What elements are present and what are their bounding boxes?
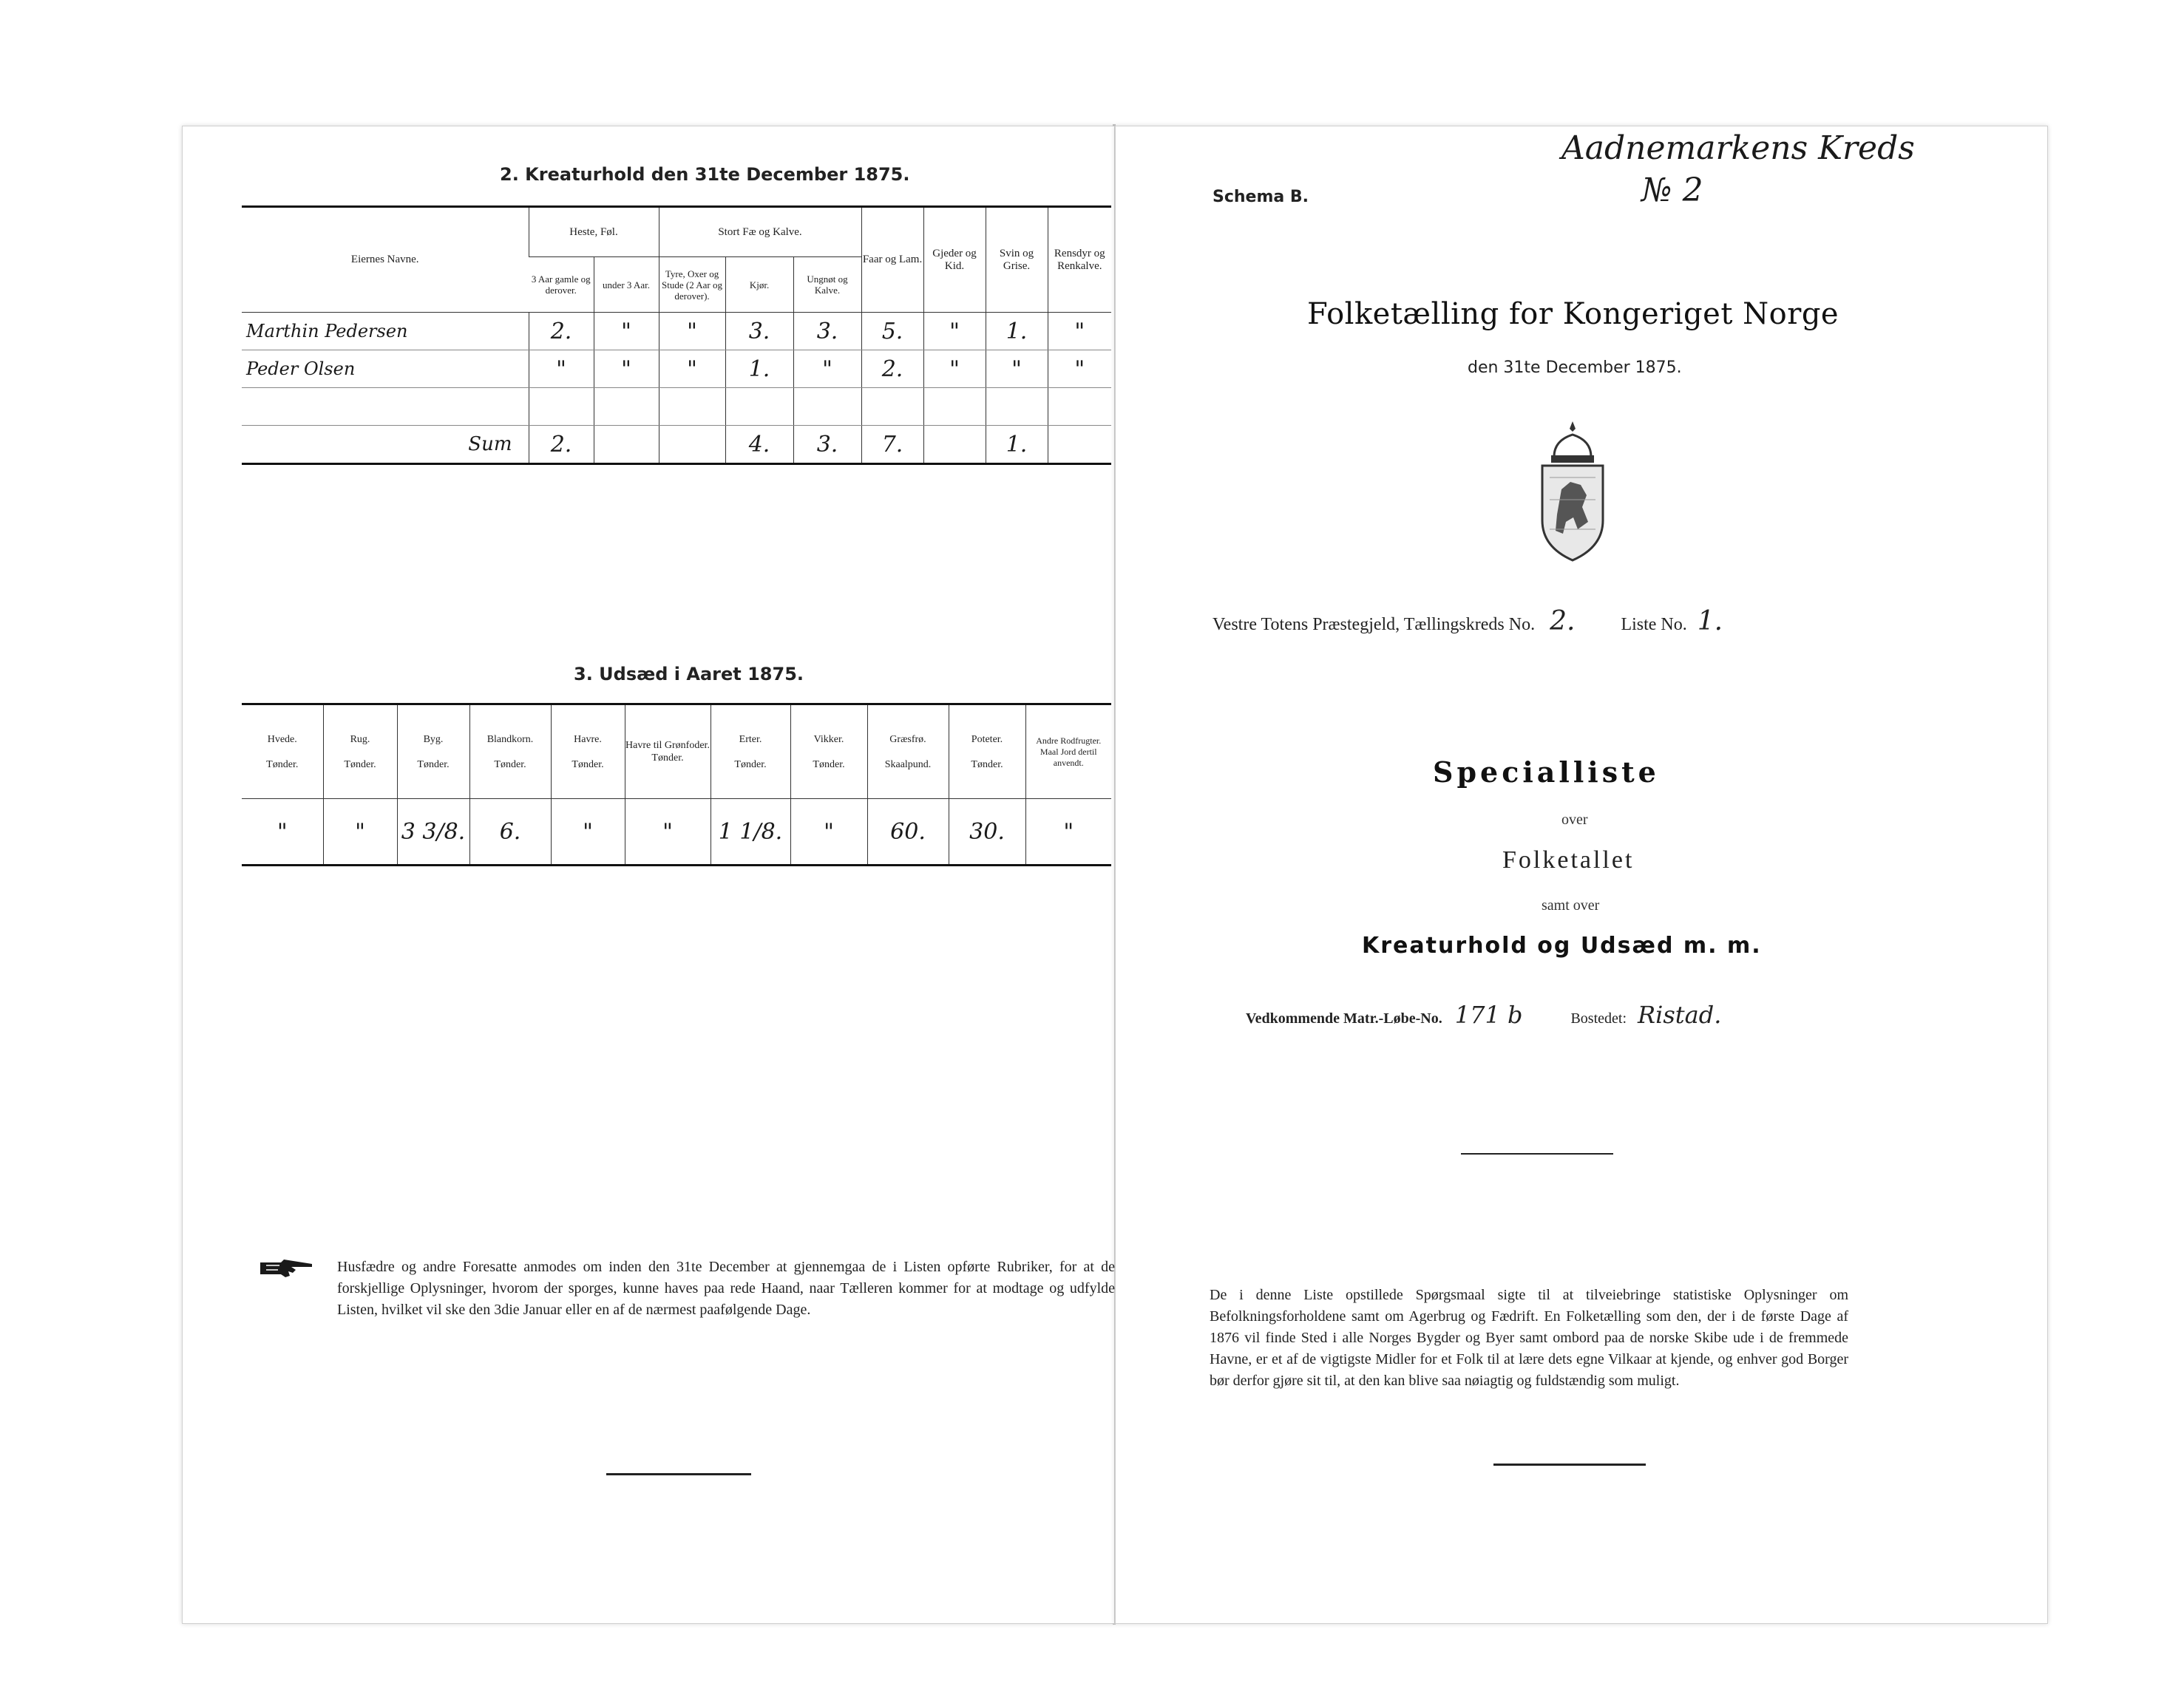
cell: "	[594, 350, 659, 388]
parish-line	[1213, 606, 1723, 636]
cell: 2.	[861, 350, 923, 388]
handwritten-district: Aadnemarkens Kreds	[1561, 129, 1915, 167]
sum-row	[242, 426, 1111, 464]
sowing-header: Blandkorn. Tønder.	[469, 704, 551, 799]
goats-header: Gjeder og Kid.	[923, 207, 986, 313]
margin-stamp	[961, 1650, 967, 1668]
sum-cell: 7.	[861, 426, 923, 464]
sowing-table	[242, 703, 1111, 866]
divider	[606, 1473, 751, 1475]
cell: 1 1/8.	[711, 799, 790, 866]
cell	[659, 388, 725, 426]
schema-label: Schema B.	[1213, 188, 1309, 206]
cell: 6.	[469, 799, 551, 866]
folketallet-heading: Folketallet	[1502, 846, 1635, 874]
table-row	[242, 313, 1111, 350]
livestock-table	[242, 205, 1111, 465]
norway-coat-of-arms-icon	[1532, 418, 1613, 566]
sum-cell: 1.	[986, 426, 1048, 464]
sowing-header: Vikker. Tønder.	[790, 704, 867, 799]
sum-cell	[923, 426, 986, 464]
pigs-header: Svin og Grise.	[986, 207, 1048, 313]
kreds-number: 2.	[1550, 606, 1576, 636]
sum-cell: 2.	[529, 426, 594, 464]
cell: "	[923, 350, 986, 388]
cell: "	[277, 818, 288, 845]
sheep-header: Faar og Lam.	[861, 207, 923, 313]
cell: "	[986, 350, 1048, 388]
cell: "	[1048, 350, 1111, 388]
cell: "	[625, 799, 711, 866]
cell: "	[790, 799, 867, 866]
cattle-header: Stort Fæ og Kalve.	[659, 207, 861, 257]
main-title: Folketælling for Kongeriget Norge	[1307, 297, 1839, 331]
cell	[986, 388, 1048, 426]
over-label: over	[1561, 812, 1588, 828]
matr-line	[1246, 1001, 1721, 1029]
sum-cell	[1048, 426, 1111, 464]
table-row	[242, 799, 1111, 866]
livestock-title: 2. Kreaturhold den 31te December 1875.	[500, 164, 910, 185]
sowing-header: Byg. Tønder.	[397, 704, 469, 799]
cell	[529, 388, 594, 426]
cell: 5.	[861, 313, 923, 350]
sowing-header: Andre Rodfrugter. Maal Jord dertil anvendt.	[1025, 704, 1111, 799]
cell: "	[551, 799, 625, 866]
sum-cell	[594, 426, 659, 464]
sowing-title: 3. Udsæd i Aaret 1875.	[574, 664, 804, 684]
sum-cell: 4.	[725, 426, 793, 464]
sum-cell	[659, 426, 725, 464]
liste-label: Liste No.	[1621, 615, 1687, 634]
cell: 30.	[949, 799, 1025, 866]
right-page	[1115, 126, 2048, 1624]
cell: "	[923, 313, 986, 350]
notice-text: Husfædre og andre Foresatte anmodes om inden den 31te December at gjennemgaa de i Listen opførte Rubriker, for at de forskjellige Oplysninger, hvorom der sporges, kunne haves paa rede Haand, naar Tælleren kommer for at modtage og udfylde Listen, hvilket vil ske den 3die Januar eller en af de nærmest paafølgende Dage.	[337, 1259, 1115, 1318]
sowing-header: Græsfrø. Skaalpund.	[867, 704, 949, 799]
cell	[1048, 388, 1111, 426]
cell: "	[1025, 799, 1111, 866]
bosted-value: Ristad.	[1638, 1001, 1722, 1029]
cows-header: Kjør.	[725, 257, 793, 313]
table-row	[242, 350, 1111, 388]
samt-over-label: samt over	[1542, 897, 1600, 914]
handwritten-number: № 2	[1641, 171, 1703, 209]
table-row	[242, 388, 1111, 426]
young-cattle-header: Ungnøt og Kalve.	[793, 257, 861, 313]
horses-3yr-header: 3 Aar gamle og derover.	[531, 273, 591, 296]
owner-name: Peder Olsen	[242, 350, 529, 388]
bosted-label: Bostedet:	[1570, 1010, 1627, 1027]
sowing-header: Rug. Tønder.	[323, 704, 397, 799]
cell	[793, 388, 861, 426]
sowing-header: Havre. Tønder.	[551, 704, 625, 799]
pointing-hand-icon	[259, 1257, 313, 1280]
matr-label: Vedkommende Matr.-Løbe-No.	[1246, 1010, 1442, 1027]
cell: 1.	[725, 350, 793, 388]
cell: "	[793, 350, 861, 388]
sowing-header: Havre til Grønfoder. Tønder.	[625, 704, 711, 799]
cell: 3.	[793, 313, 861, 350]
owner-name	[242, 388, 529, 426]
special-heading: Specialliste	[1433, 755, 1660, 789]
sowing-header: Poteter. Tønder.	[949, 704, 1025, 799]
info-text: De i denne Liste opstillede Spørgsmaal sigte til at tilveiebringe statistiske Oplysninger om Befolkningsforholdene samt om Agerbrug og Fædrift. En Folketælling som den, der i de første Dage af 1876 vil finde Sted i alle Norges Bygder og Byer samt ombord paa de norske Skibe ude i de fremmede Havne, er et af de vigtigste Midler for et Folk til at lære dets egne Vilkaar at kjende, og enhver god Borger bør derfor gjøre sit til, at den kan blive saa nøiagtig og fuldstændig som muligt.	[1210, 1287, 1848, 1389]
cell: "	[659, 313, 725, 350]
cell: "	[594, 313, 659, 350]
parish-label: Vestre Totens Præstegjeld, Tællingskreds No.	[1213, 615, 1536, 634]
cell: "	[529, 350, 594, 388]
cell: 2.	[529, 313, 594, 350]
owner-header: Eiernes Navne.	[242, 207, 529, 313]
horses-header: Heste, Føl.	[529, 207, 659, 257]
reindeer-header: Rensdyr og Renkalve.	[1048, 207, 1111, 313]
bulls-header: Tyre, Oxer og Stude (2 Aar og derover).	[659, 257, 725, 313]
sowing-header: Hvede. Tønder.	[242, 704, 323, 799]
kreaturhold-heading: Kreaturhold og Udsæd m. m.	[1362, 933, 1762, 959]
cell: 3.	[725, 313, 793, 350]
liste-number: 1.	[1697, 606, 1723, 636]
sum-label: Sum	[468, 433, 512, 455]
cell	[923, 388, 986, 426]
sum-cell: 3.	[793, 426, 861, 464]
owner-name: Marthin Pedersen	[242, 313, 529, 350]
cell	[861, 388, 923, 426]
horses-under3-header: under 3 Aar.	[594, 257, 659, 313]
divider	[1493, 1464, 1646, 1466]
cell: 3 3/8.	[397, 799, 469, 866]
subtitle: den 31te December 1875.	[1468, 358, 1682, 377]
cell: "	[659, 350, 725, 388]
cell: "	[1048, 313, 1111, 350]
cell: "	[323, 799, 397, 866]
cell	[725, 388, 793, 426]
cell: 1.	[986, 313, 1048, 350]
sowing-header: Erter. Tønder.	[711, 704, 790, 799]
matr-number: 171 b	[1454, 1001, 1523, 1029]
cell	[594, 388, 659, 426]
cell: 60.	[867, 799, 949, 866]
divider	[1461, 1153, 1613, 1155]
